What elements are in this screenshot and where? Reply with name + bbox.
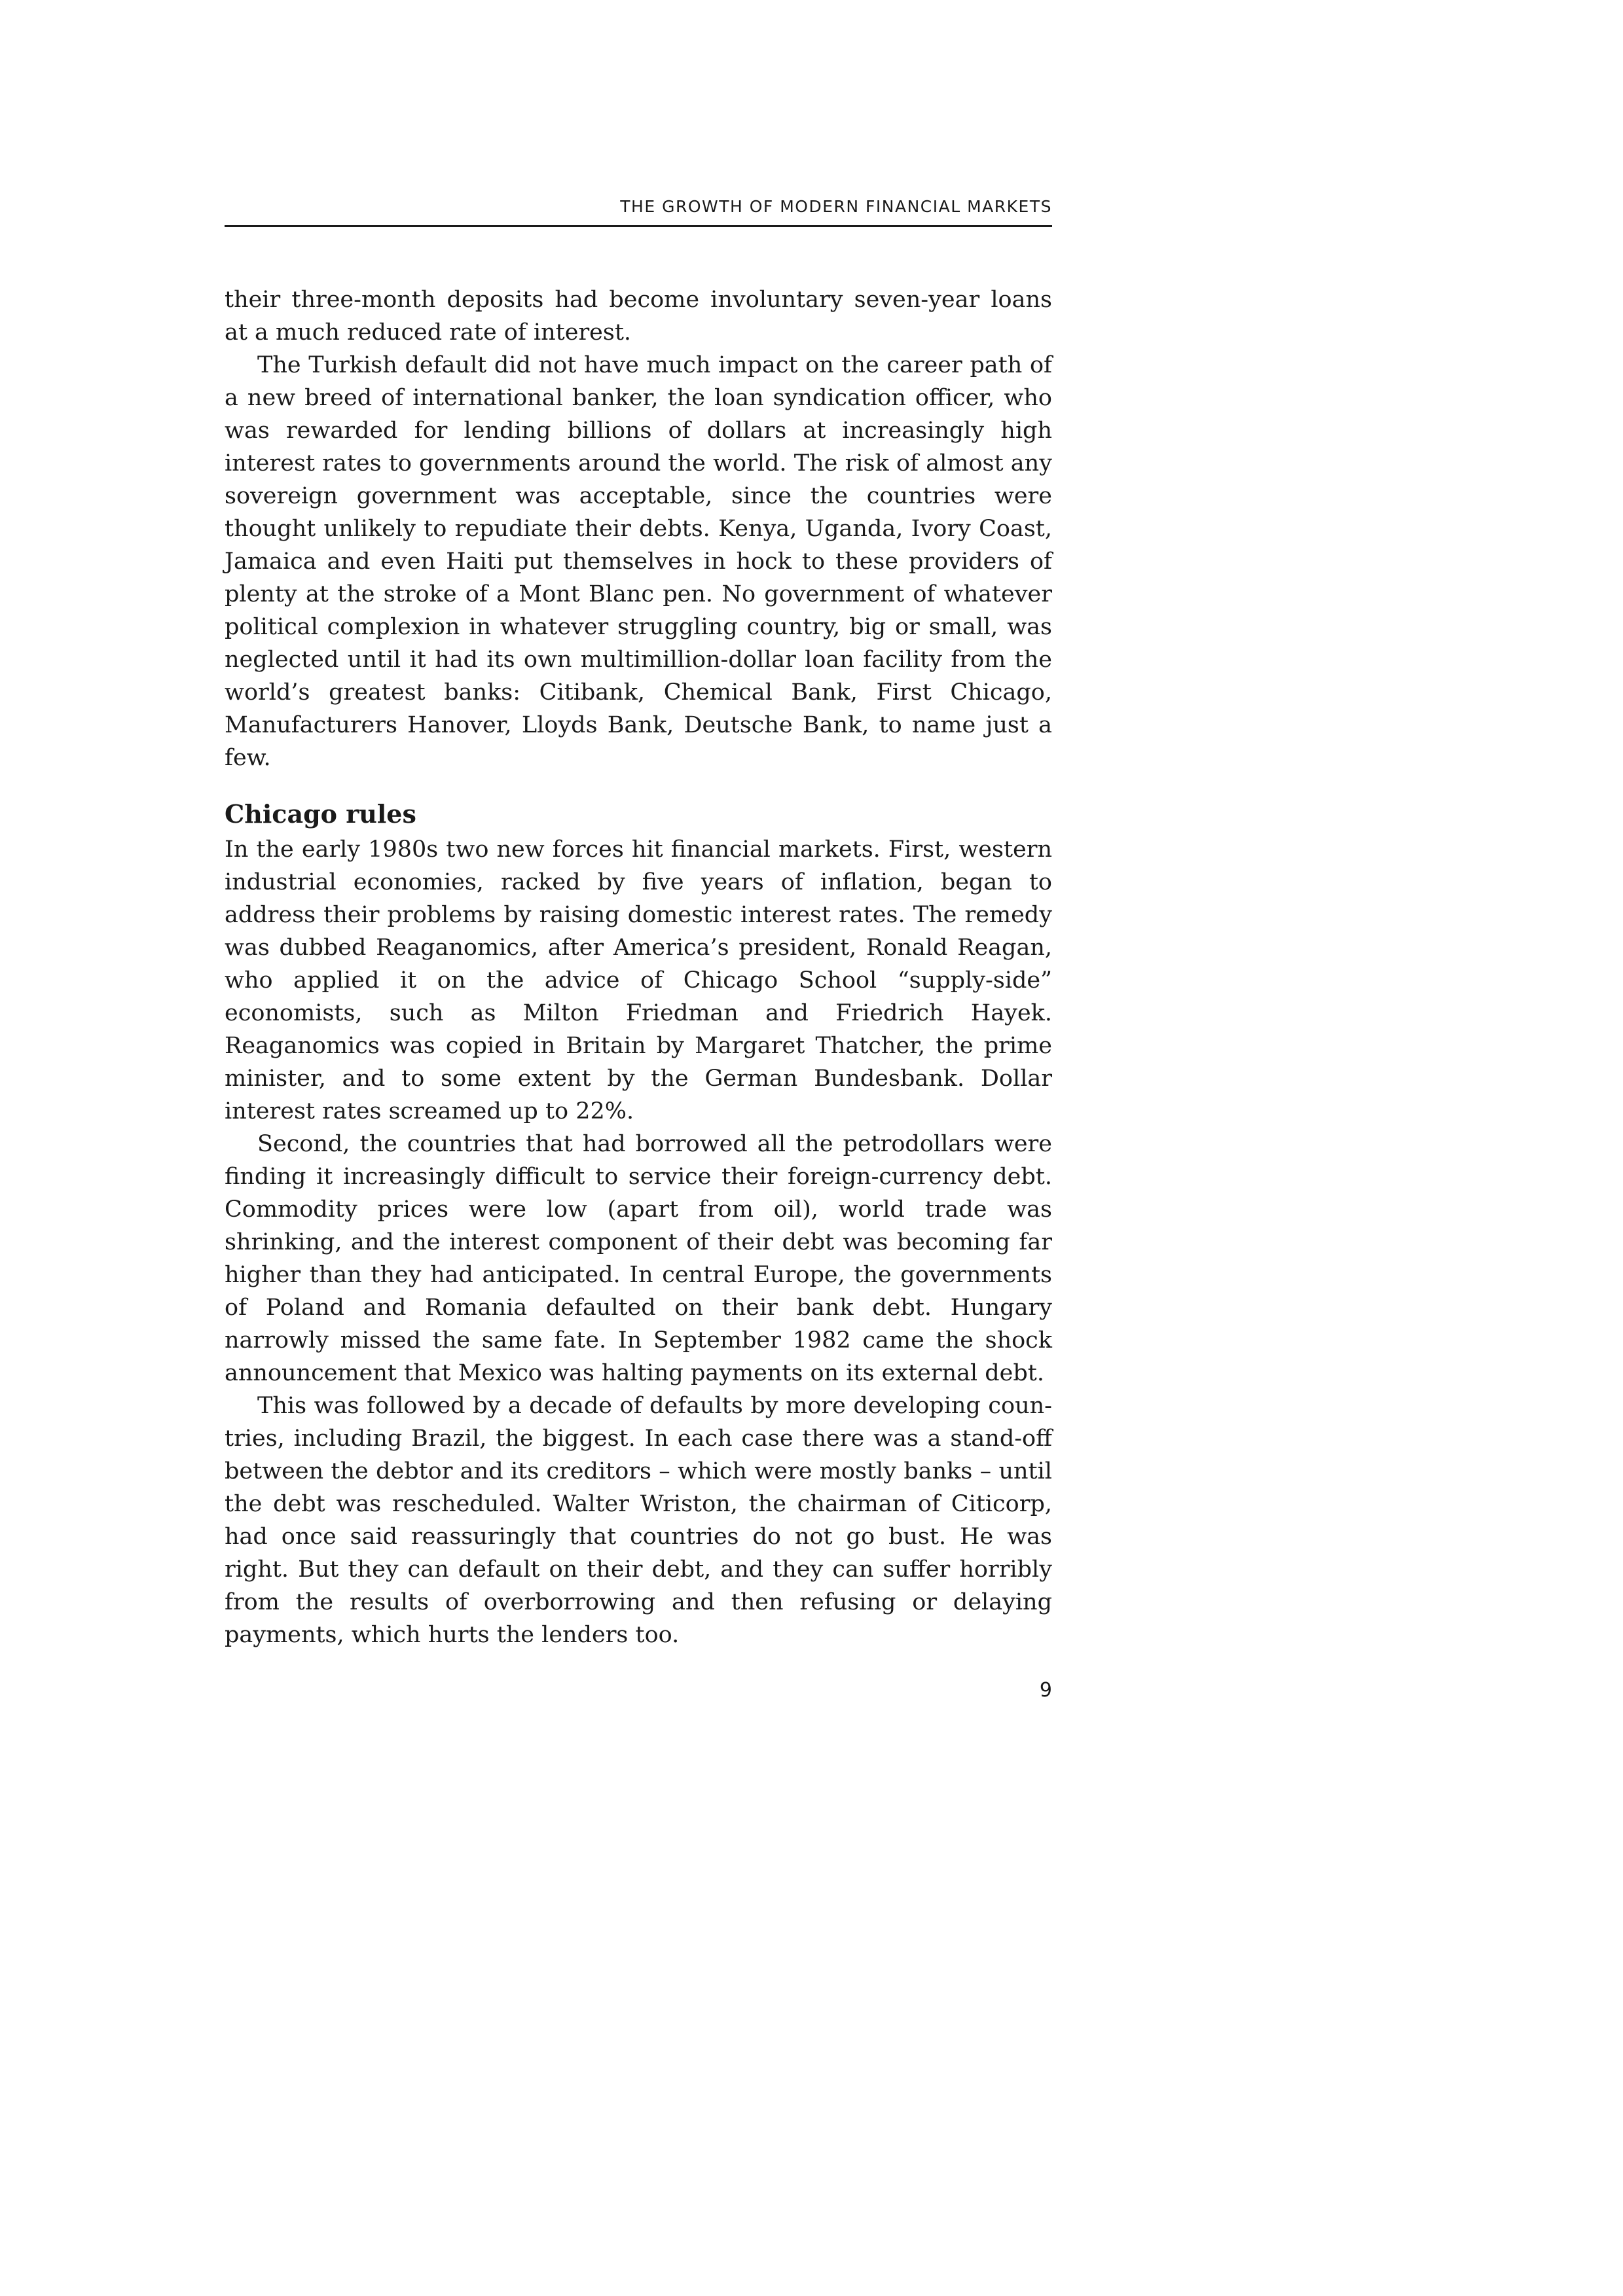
body-paragraph-4: Second, the countries that had borrowed all the petrodollars were finding it increasingly difficult to service their foreign-currency debt. Commodity prices were low (apart from oil), world trade was shrinking, and the interest component of their debt was becoming far higher than they had anticipated. In central Europe, the governments of Poland and Romania defaulted on their bank debt. Hungary narrowly missed the same fate. In September 1982 came the shock announcement that Mexico was halting payments on its external debt. — [225, 1131, 1052, 1386]
page-number: 9 — [1039, 1679, 1052, 1702]
body-paragraph-3: In the early 1980s two new forces hit financial markets. First, western industrial economies, racked by five years of inflation, began to address their problems by raising domestic interest rates. The remedy was dubbed Reaganomics, after America’s president, Ronald Reagan, who applied it on the advice of Chicago School “supply-side” economists, such as Milton Friedman and Friedrich Hayek. Reaganomics was copied in Britain by Margaret Thatcher, the prime minister, and to some extent by the German Bundesbank. Dollar interest rates screamed up to 22%. — [225, 836, 1052, 1124]
body-paragraph-2: The Turkish default did not have much impact on the career path of a new breed of international banker, the loan syndication officer, who was rewarded for lending billions of dollars at increasingly high interest rates to governments around the world. The risk of almost any sovereign government was acceptable, since the countries were thought unlikely to repudiate their debts. Kenya, Uganda, Ivory Coast, Jamaica and even Haiti put themselves in hock to these providers of plenty at the stroke of a Mont Blanc pen. No government of whatever political complexion in whatever struggling country, big or small, was neglected until it had its own multimillion-dollar loan facility from the world’s greatest banks: Citibank, Chemical Bank, First Chicago, Manufacturers Hanover, Lloyds Bank, Deutsche Bank, to name just a few. — [225, 352, 1052, 771]
body-paragraph-5: This was followed by a decade of defaults by more developing countries, including Brazil, the biggest. In each case there was a stand-off between the debtor and its creditors – which were mostly banks – until the debt was rescheduled. Walter Wriston, the chairman of Citicorp, had once said reassuringly that countries do not go bust. He was right. But they can default on their debt, and they can suffer horribly from the results of overborrowing and then refusing or delaying payments, which hurts the lenders too. — [225, 1393, 1052, 1648]
section-heading: Chicago rules — [225, 799, 416, 829]
running-header-title: THE GROWTH OF MODERN FINANCIAL MARKETS — [620, 197, 1052, 216]
body-paragraph-1: their three-month deposits had become involuntary seven-year loans at a much reduced rate of interest. — [225, 287, 1052, 346]
page-body — [225, 283, 1052, 1651]
running-header — [225, 194, 1052, 227]
